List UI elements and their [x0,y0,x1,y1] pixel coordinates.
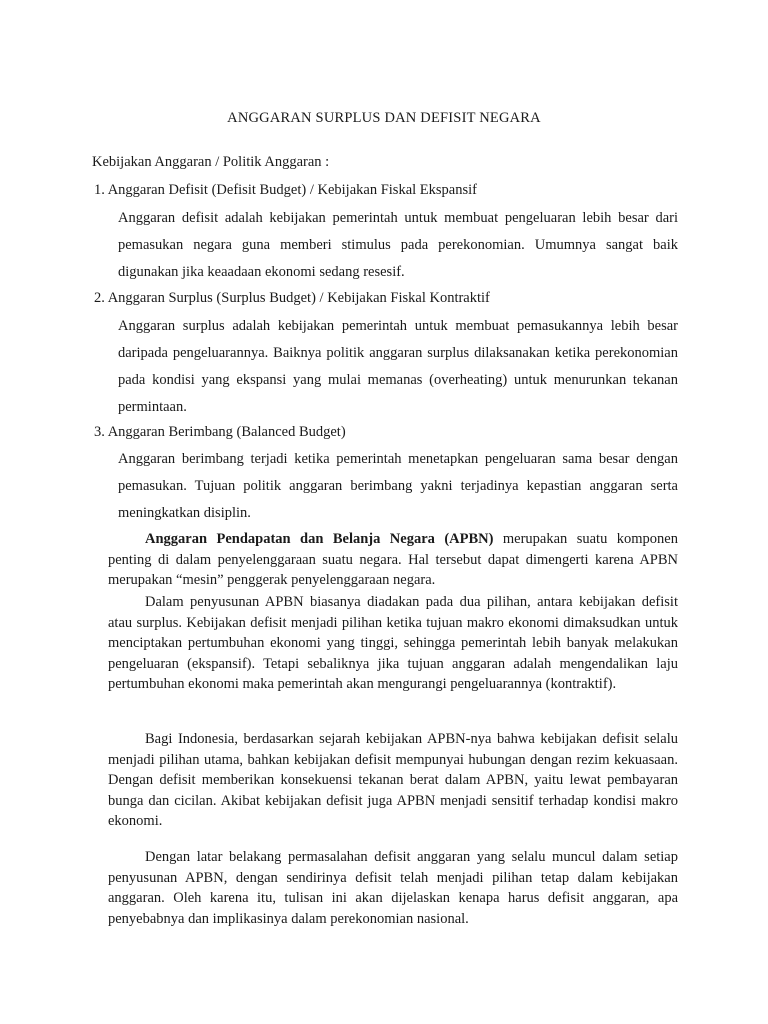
list-item-text-2: Anggaran surplus adalah kebijakan pemerintah untuk membuat pemasukannya lebih besar daripada pengeluarannya. Baiknya politik anggaran surplus dilaksanakan ketika perekonomian pada kondisi yang ekspansi yang mulai memanas (overheating) untuk menurunkan tekanan permintaan. [118,318,678,415]
apbn-term: Anggaran Pendapatan dan Belanja Negara (APBN) [145,531,494,547]
paragraph-apbn [108,529,678,591]
apbn-description: merupakan suatu komponen penting di dalam penyelenggaraan suatu negara. Hal tersebut dapat dimengerti karena APBN merupakan “mesin” penggerak penyelenggaraan negara. [108,531,678,588]
list-item-text-1: Anggaran defisit adalah kebijakan pemerintah untuk membuat pengeluaran lebih besar dari pemasukan negara guna memberi stimulus pada perekonomian. Umumnya sangat baik digunakan jika keaadaan ekonomi sedang resesif. [118,210,678,280]
intro-line: Kebijakan Anggaran / Politik Anggaran : [92,154,330,170]
list-item-text-3: Anggaran berimbang terjadi ketika pemerintah menetapkan pengeluaran sama besar dengan pemasukan. Tujuan politik anggaran berimbang yakni terjadinya kepastian anggaran serta meningkatkan disiplin. [118,451,678,521]
list-item-heading-1: 1. Anggaran Defisit (Defisit Budget) / Kebijakan Fiskal Ekspansif [94,182,477,198]
paragraph-indonesia: Bagi Indonesia, berdasarkan sejarah kebijakan APBN-nya bahwa kebijakan defisit selalu menjadi pilihan utama, bahkan kebijakan defisit mempunyai hubungan dengan rezim kekuasaan. Dengan defisit memberikan konsekuensi tekanan berat dalam APBN, yaitu lewat pembayaran bunga dan cicilan. Akibat kebijakan defisit juga APBN menjadi sensitif terhadap kondisi makro ekonomi. [108,731,678,829]
paragraph-latar-belakang: Dengan latar belakang permasalahan defisit anggaran yang selalu muncul dalam setiap penyusunan APBN, dengan sendirinya defisit telah menjadi pilihan tetap dalam kebijakan anggaran. Oleh karena itu, tulisan ini akan dijelaskan kenapa harus defisit anggaran, apa penyebabnya dan implikasinya dalam perekonomian nasional. [108,849,678,927]
paragraph-penyusunan: Dalam penyusunan APBN biasanya diadakan pada dua pilihan, antara kebijakan defisit atau surplus. Kebijakan defisit menjadi pilihan ketika tujuan makro ekonomi dimaksudkan untuk menciptakan pertumbuhan ekonomi yang tinggi, sehingga pemerintah lebih banyak melakukan pengeluaran (ekspansif). Tetapi sebaliknya jika tujuan anggaran adalah mengendalikan laju pertumbuhan ekonomi maka pemerintah akan mengurangi pengeluarannya (kontraktif). [108,594,678,692]
list-item-heading-2: 2. Anggaran Surplus (Surplus Budget) / Kebijakan Fiskal Kontraktif [94,290,490,306]
list-item-heading-3: 3. Anggaran Berimbang (Balanced Budget) [94,424,346,440]
document-title: ANGGARAN SURPLUS DAN DEFISIT NEGARA [227,110,541,126]
